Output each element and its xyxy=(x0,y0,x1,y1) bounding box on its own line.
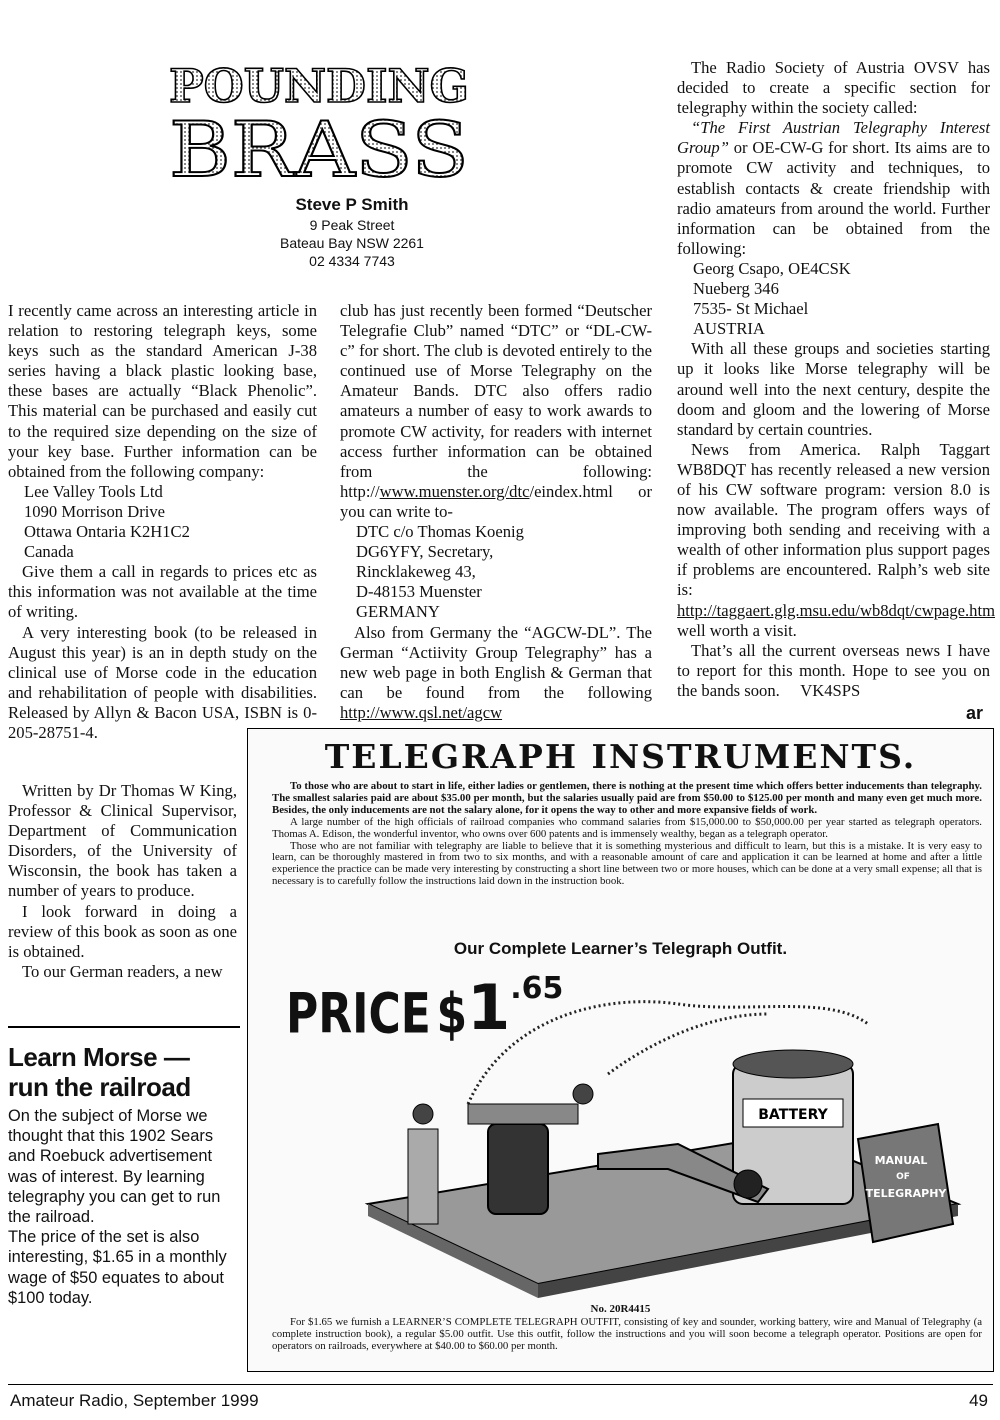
paragraph: I look forward in doing a review of this book as soon as one is obtained. xyxy=(8,901,237,961)
manual-label-1: MANUAL xyxy=(874,1154,928,1167)
paragraph-text: club has just recently been formed “Deutscher Telegrafie Club” named “DTC” or “DL-CW-c” for short. The club is devoted entirely to the continued use of Morse Telegraphy on the Amateur Bands. DTC also offers radio amateurs a number of easy to work awards to promote CW activity, for readers with internet access further information can be obtained from the following: http:// xyxy=(340,301,652,501)
address-line: Lee Valley Tools Ltd xyxy=(24,481,163,501)
author-byline xyxy=(247,194,457,270)
paragraph-text: or OE-CW-G for short. Its aims are to promote CW activity and techniques, to establish contacts & create friendship with radio amateurs from around the world. Further information can be obtained from the following: xyxy=(677,138,990,258)
price-integer: 1 xyxy=(467,971,511,1044)
sidebar-body-2: The price of the set is also interesting, $1.65 in a monthly wage of $50 equates to about $100 today. xyxy=(8,1228,227,1307)
end-mark: ar xyxy=(966,703,984,723)
pounding-brass-logo xyxy=(163,58,475,180)
paragraph: To our German readers, a new xyxy=(22,961,223,981)
paragraph xyxy=(340,301,652,522)
address-line: Georg Csapo, OE4CSK xyxy=(693,258,851,278)
address-line: DG6YFY, Secretary, xyxy=(356,542,494,562)
paragraph: The Radio Society of Austria OVSV has decided to create a specific section for telegraphy within the society called: xyxy=(677,58,990,118)
address-line: Ottawa Ontaria K2H1C2 xyxy=(24,522,190,542)
battery-label: BATTERY xyxy=(758,1107,828,1123)
price-cents: .65 xyxy=(510,971,564,1006)
paragraph-text: /eindex.html or you can write to- xyxy=(340,481,652,521)
footer-publication: Amateur Radio, September 1999 xyxy=(10,1391,259,1410)
group-name: “The First Austrian Telegraphy Interest Group” xyxy=(677,118,990,158)
address-line: 1090 Morrison Drive xyxy=(24,501,166,521)
paragraph: I recently came across an interesting article in relation to restoring telegraph keys, some keys such as the standard American J-38 series having a black plastic looking base, these bases are actually “Black Phenolic”. This material can be purchased and easily cut to the required size depending on the size of your key base. Further information can be obtained from the following company: xyxy=(8,301,317,481)
paragraph: A very interesting book (to be released in August this year) is an in depth study on the clinical use of Morse code in the education and rehabilitation of people with disabilities. Released by Allyn & Bacon USA, ISBN is 0-205-28751-4. xyxy=(8,622,317,742)
link-muenster[interactable]: www.muenster.org/ xyxy=(379,481,510,501)
article-column-3 xyxy=(677,58,995,701)
paragraph: With all these groups and societies starting up it looks like Morse telegraphy will be around well into the next century, despite the doom and gloom and the lowering of Morse standard by certain countries. xyxy=(677,339,990,439)
article-column-1 xyxy=(8,301,317,743)
article-column-1-continued xyxy=(8,781,237,982)
price-word: PRICE xyxy=(286,982,431,1047)
address-line: GERMANY xyxy=(356,602,440,622)
address-line: Rincklakeweg 43, xyxy=(356,562,476,582)
author-city: Bateau Bay NSW 2261 xyxy=(280,235,424,251)
sidebar-body: On the subject of Morse we thought that this 1902 Sears and Roebuck advertisement was of interest. By learning telegraphy you can get to run the railroad. xyxy=(8,1107,221,1227)
ad-price xyxy=(286,971,564,1047)
author-phone: 02 4334 7743 xyxy=(309,253,395,269)
ad-subtitle: Our Complete Learner’s Telegraph Outfit. xyxy=(453,939,788,958)
manual-label-2: OF xyxy=(896,1172,910,1182)
footer-rule xyxy=(8,1384,993,1385)
sidebar-heading xyxy=(8,1042,240,1102)
author-name: Steve P Smith xyxy=(295,195,409,214)
address-line: D-48153 Muenster xyxy=(356,582,482,602)
address-line: AUSTRIA xyxy=(693,319,765,339)
link-agcw[interactable]: http://www.qsl.net/agcw xyxy=(340,702,503,722)
manual-label-3: TELEGRAPHY xyxy=(865,1187,947,1200)
sidebar-box xyxy=(8,1026,240,1308)
signoff-callsign: VK4SPS xyxy=(800,680,861,700)
ad-paragraph: A large number of the high officials of railroad companies who command salaries from $15,000.00 to $50,000.00 per year started as telegraph operators. Thomas A. Edison, the wonderful inventor, who owns over 600 patents and is immensely wealthy, began as a telegraph operator. xyxy=(272,815,982,840)
paragraph xyxy=(677,439,995,641)
paragraph-text: That’s all the current overseas news I have to report for this month. Hope to see you on the bands soon. xyxy=(677,640,990,700)
logo-line2: BRASS xyxy=(169,105,470,180)
telegraph-advertisement xyxy=(247,728,994,1372)
article-column-2 xyxy=(340,301,652,723)
address-line: DTC c/o Thomas Koenig xyxy=(356,522,524,542)
sidebar-heading-line1: Learn Morse — xyxy=(8,1042,190,1072)
address-line: Canada xyxy=(24,542,74,562)
ad-copy xyxy=(272,781,982,888)
paragraph-text: Also from Germany the “AGCW-DL”. The German “Actiivity Group Telegraphy” has a new web page in both English & German that can be found from the following xyxy=(340,622,652,702)
link-muenster-cont[interactable]: dtc xyxy=(509,481,530,501)
paragraph-text: well worth a visit. xyxy=(677,620,797,640)
paragraph xyxy=(677,118,990,259)
paragraph: Give them a call in regards to prices etc as this information was not available at the time of writing. xyxy=(8,562,317,622)
paragraph: Written by Dr Thomas W King, Professor & Clinical Supervisor, Department of Communication Disorders, of the University of Wisconsin, the book has taken a number of years to produce. xyxy=(8,781,237,901)
ad-footer-copy: For $1.65 we furnish a LEARNER’S COMPLETE TELEGRAPH OUTFIT, consisting of key and sounder, working battery, wire and Manual of Telegraphy (a complete instruction book), a regular $5.00 outfit. Use this outfit, follow the instructions and you will soon become a telegraph operator. Positions are open for operators on railroads, everywhere at $40.00 to $60.00 per month. xyxy=(272,1316,982,1352)
page-number: 49 xyxy=(969,1391,988,1410)
author-street: 9 Peak Street xyxy=(309,217,395,233)
price-dollar: $ xyxy=(436,982,468,1047)
ad-paragraph: To those who are about to start in life, either ladies or gentlemen, there is nothing at the present time which offers better inducements than telegraphy. The smallest salaries paid are about $35.00 per month, but the salaries usually paid are from $50.00 to $125.00 per month and many even get much more. Besides, the only inducements are not the salary alone, for it opens the way to other and more expansive fields of work. xyxy=(272,780,982,816)
ad-paragraph: Those who are not familiar with telegraphy are liable to believe that it is something mysterious and difficult to learn, but this is a mistake. It is very easy to learn, can be thoroughly mastered in from two to six months, and with a reasonable amount of care and application it can be learned at home and after a little experience the practice can be made very interesting by constructing a short line between two or more houses, which can be done at a very small expense; all that is necessary is to carefully follow the instructions laid down in the instruction book. xyxy=(272,839,982,888)
logo-line1: POUNDING xyxy=(169,59,469,113)
ad-title: TELEGRAPH INSTRUMENTS. xyxy=(324,737,917,776)
link-taggart[interactable]: http://taggaert.glg.msu.edu/wb8dqt/cwpage.htm xyxy=(677,600,995,620)
address-line: Nueberg 346 xyxy=(693,279,779,299)
address-line: 7535- St Michael xyxy=(693,299,809,319)
sidebar-heading-line2: run the railroad xyxy=(8,1072,191,1102)
paragraph-text: News from America. Ralph Taggart WB8DQT has recently released a new version of his CW software program: version 8.0 is now available. The program offers ways of improving both sending and receiving with a wealth of other information plus support pages if problems are encountered. Ralph’s web site is: xyxy=(677,439,990,600)
paragraph xyxy=(677,641,990,701)
paragraph xyxy=(340,623,652,723)
ad-item-number: No. 20R4415 xyxy=(590,1303,651,1315)
